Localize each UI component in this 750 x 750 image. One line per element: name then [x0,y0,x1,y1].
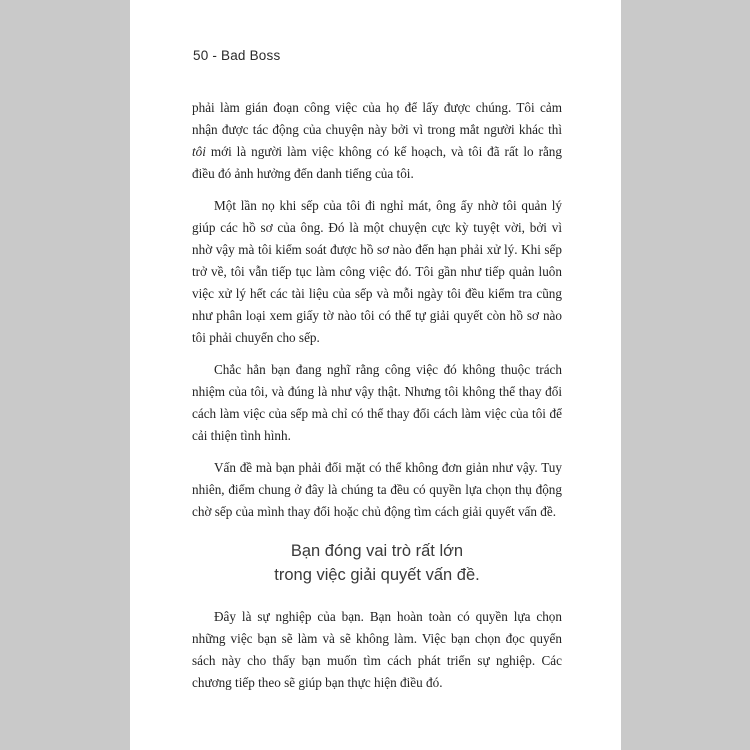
book-page [130,0,621,750]
paragraph-1 [192,97,562,185]
body-text [192,97,562,704]
paragraph-3: Chắc hẳn bạn đang nghĩ rằng công việc đó không thuộc trách nhiệm của tôi, và đúng là như vậy thật. Nhưng tôi không thể thay đổi cách làm việc của sếp mà chỉ có thể thay đổi cách làm việc của tôi để cải thiện tình hình. [192,362,562,443]
paragraph-1-text-a: phải làm gián đoạn công việc của họ để lấy được chúng. Tôi cảm nhận được tác động của chuyện này bởi vì trong mắt người khác thì [192,100,562,137]
paragraph-4: Vấn đề mà bạn phải đối mặt có thể không đơn giản như vậy. Tuy nhiên, điểm chung ở đây là chúng ta đều có quyền lựa chọn thụ động chờ sếp của mình thay đổi hoặc chủ động tìm cách giải quyết vấn đề. [192,460,562,519]
paragraph-2: Một lần nọ khi sếp của tôi đi nghỉ mát, ông ấy nhờ tôi quản lý giúp các hồ sơ của ông. Đó là một chuyện cực kỳ tuyệt vời, bởi vì nhờ vậy mà tôi kiểm soát được hồ sơ nào đến hạn phải xử lý. Khi sếp trở về, tôi vẫn tiếp tục làm công việc đó. Tôi gần như tiếp quản luôn việc xử lý hết các tài liệu của sếp và mỗi ngày tôi đều kiểm tra cũng như phân loại xem giấy tờ nào tôi có thể tự giải quyết còn hồ sơ nào tôi phải chuyển cho sếp. [192,198,562,345]
pull-quote-line-2: trong việc giải quyết vấn đề. [274,566,480,584]
pull-quote [192,539,562,587]
paragraph-1-emphasis: tôi [192,144,206,159]
running-head: 50 - Bad Boss [193,48,281,63]
closing-paragraph: Đây là sự nghiệp của bạn. Bạn hoàn toàn có quyền lựa chọn những việc bạn sẽ làm và sẽ không làm. Việc bạn chọn đọc quyển sách này cho thấy bạn muốn tìm cách phát triển sự nghiệp. Các chương tiếp theo sẽ giúp bạn thực hiện điều đó. [192,609,562,690]
paragraph-1-text-b: mới là người làm việc không có kế hoạch, và tôi đã rất lo rằng điều đó ảnh hưởng đến danh tiếng của tôi. [192,144,562,181]
pull-quote-line-1: Bạn đóng vai trò rất lớn [290,542,464,560]
